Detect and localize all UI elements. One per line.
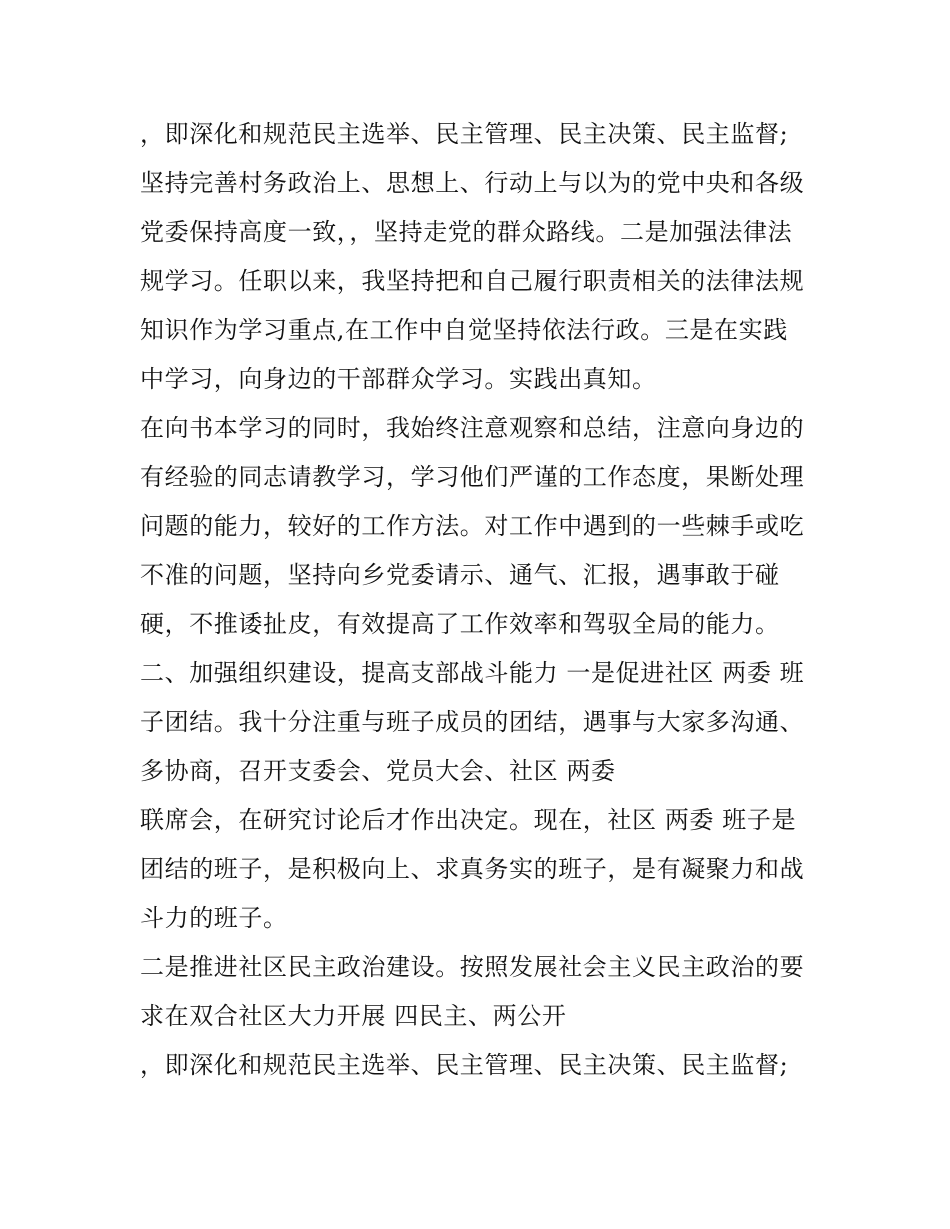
text-line: 党委保持高度一致，，坚持走党的群众路线。二是加强法律法 (140, 218, 793, 246)
text-line: 有经验的同志请教学习，学习他们严谨的工作态度，果断处理 (140, 463, 805, 491)
text-line: 坚持完善村务政治上、思想上、行动上与以为的党中央和各级 (140, 169, 805, 197)
text-line: 中学习，向身边的干部群众学习。实践出真知。 (140, 365, 657, 393)
text-line: 二是推进社区民主政治建设。按照发展社会主义民主政治的要 (140, 953, 805, 981)
text-line: 知识作为学习重点,在工作中自觉坚持依法行政。三是在实践 (140, 316, 788, 344)
text-line: 子团结。我十分注重与班子成员的团结，遇事与大家多沟通、 (140, 708, 805, 736)
text-line: 团结的班子，是积极向上、求真务实的班子，是有凝聚力和战 (140, 855, 805, 883)
text-line: 硬，不推诿扯皮，有效提高了工作效率和驾驭全局的能力。 (140, 610, 780, 638)
text-line: 在向书本学习的同时，我始终注意观察和总结，注意向身边的 (140, 414, 805, 442)
text-line: 规学习。任职以来，我坚持把和自己履行职责相关的法律法规 (140, 267, 805, 295)
text-line: 问题的能力，较好的工作方法。对工作中遇到的一些棘手或吃 (140, 512, 805, 540)
text-line: 求在双合社区大力开展 四民主、两公开 (140, 1002, 567, 1030)
text-line: 斗力的班子。 (140, 904, 288, 932)
text-line: 多协商，召开支委会、党员大会、社区 两委 (140, 757, 616, 785)
text-line: 不准的问题，坚持向乡党委请示、通气、汇报，遇事敢于碰 (140, 561, 780, 589)
text-line: 二、加强组织建设，提高支部战斗能力 一是促进社区 两委 班 (140, 659, 805, 687)
text-line: ，即深化和规范民主选举、民主管理、民主决策、民主监督; (140, 120, 789, 148)
text-line: 联席会，在研究讨论后才作出决定。现在，社区 两委 班子是 (140, 806, 797, 834)
body-text (140, 110, 830, 1090)
text-line: ，即深化和规范民主选举、民主管理、民主决策、民主监督; (140, 1051, 789, 1079)
